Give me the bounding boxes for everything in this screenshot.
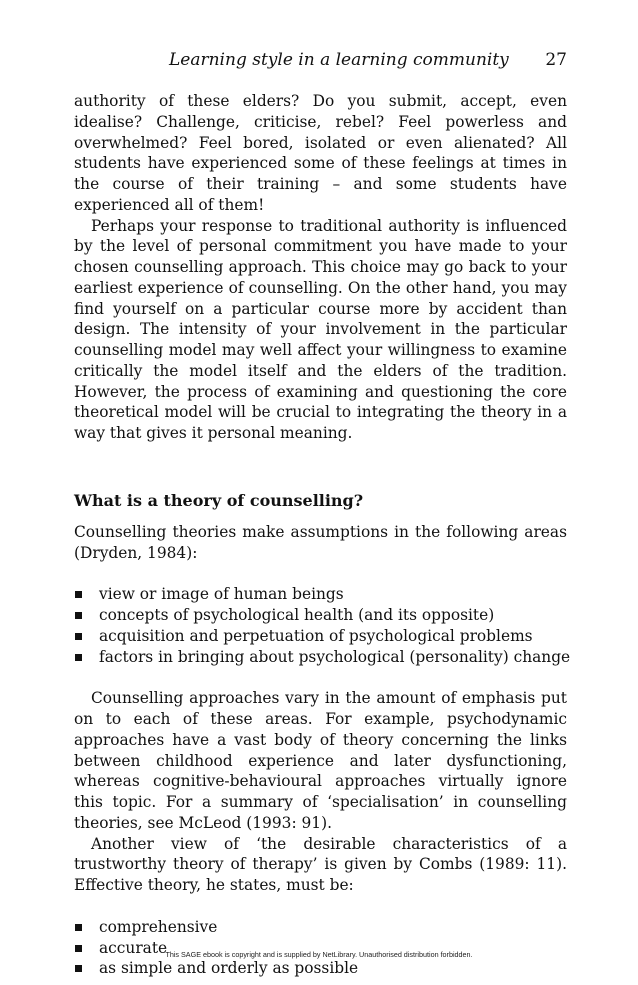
square-bullet-icon bbox=[75, 612, 82, 619]
paragraph-4: Counselling approaches vary in the amount of emphasis put on to each of these areas. For example, psychodynamic approaches have a vast body of theory concerning the links between childhood experience and later dysfunctioning, whereas cognitive-behavioural approaches virtually ignore this topic. For a summary of ‘specialisation’ in counselling theories, see McLeod (1993: 91). bbox=[74, 689, 567, 832]
list-spacer-top bbox=[74, 563, 567, 584]
heading-spacer bbox=[74, 512, 567, 522]
square-bullet-icon bbox=[75, 924, 82, 931]
page-number: 27 bbox=[545, 50, 567, 70]
running-head bbox=[74, 47, 567, 73]
list-item-text: comprehensive bbox=[99, 917, 218, 936]
list-item-text: acquisition and perpetuation of psychological problems bbox=[99, 626, 533, 645]
list-item bbox=[74, 917, 567, 938]
page-content bbox=[74, 91, 571, 979]
list-item-text: accurate bbox=[99, 938, 168, 957]
list-item bbox=[74, 647, 571, 668]
paragraph-3: Counselling theories make assumptions in the following areas (Dryden, 1984): bbox=[74, 522, 567, 562]
section-spacer bbox=[74, 444, 567, 490]
list-item-text: concepts of psychological health (and its opposite) bbox=[99, 606, 495, 624]
list-spacer-bottom bbox=[74, 667, 567, 688]
square-bullet-icon bbox=[75, 591, 82, 598]
list-item-text: as simple and orderly as possible bbox=[99, 959, 359, 978]
list-item bbox=[74, 605, 567, 626]
list-item-text: factors in bringing about psychological (personality) change bbox=[99, 647, 571, 666]
running-title: Learning style in a learning community bbox=[169, 50, 509, 70]
section-heading: What is a theory of counselling? bbox=[74, 490, 364, 510]
square-bullet-icon bbox=[75, 633, 82, 640]
list-item bbox=[74, 958, 567, 979]
list-item bbox=[74, 626, 567, 647]
paragraph-5: Another view of ‘the desirable characteristics of a trustworthy theory of therapy’ is given by Combs (1989: 11). Effective theory, he states, must be: bbox=[74, 834, 567, 894]
paragraph-1: authority of these elders? Do you submit, accept, even idealise? Challenge, criticise, rebel? Feel powerless and overwhelmed? Feel bored, isolated or even alienated? All students have experienced some of these feelings at times in the course of their training – and some students have experienced all of them! bbox=[74, 92, 567, 214]
square-bullet-icon bbox=[75, 654, 82, 661]
theory-characteristics-list bbox=[74, 917, 567, 979]
copyright-notice: This SAGE ebook is copyright and is supplied by NetLibrary. Unauthorised distribution forbidden. bbox=[165, 950, 473, 959]
paragraph-2: Perhaps your response to traditional authority is influenced by the level of personal commitment you have made to your chosen counselling approach. This choice may go back to your earliest experience of counselling. On the other hand, you may find yourself on a particular course more by accident than design. The intensity of your involvement in the particular counselling model may well affect your willingness to examine critically the model itself and the elders of the tradition. However, the process of examining and questioning the core theoretical model will be crucial to integrating the theory in a way that gives it personal meaning. bbox=[74, 216, 567, 442]
list-item-text: view or image of human beings bbox=[99, 585, 344, 604]
list2-spacer-top bbox=[74, 896, 567, 917]
square-bullet-icon bbox=[75, 965, 82, 972]
assumptions-list bbox=[74, 584, 571, 667]
list-item bbox=[74, 584, 567, 605]
